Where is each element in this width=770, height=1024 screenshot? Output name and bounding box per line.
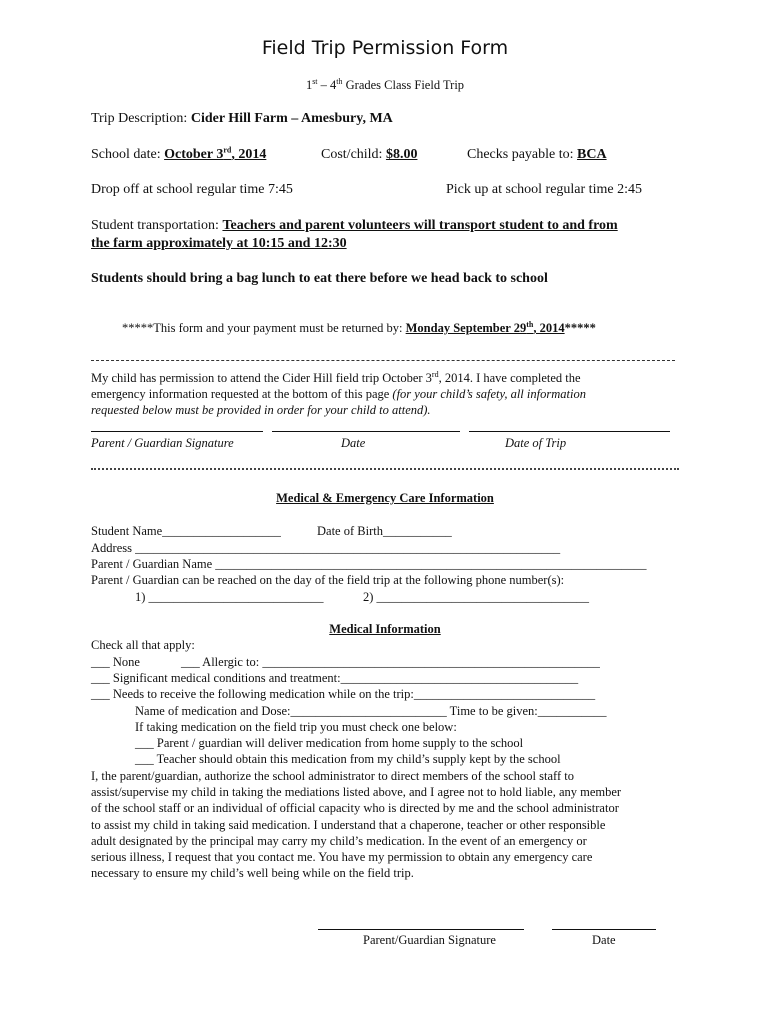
lunch-note: Students should bring a bag lunch to eat there before we head back to school xyxy=(91,271,548,286)
date-label: Date xyxy=(341,436,366,450)
dotted-divider xyxy=(91,468,679,470)
guardian-name-field[interactable]: Parent / Guardian Name _____________________________________________________________________ xyxy=(91,557,647,571)
check-conditions[interactable]: ___ Significant medical conditions and treatment:______________________________________ xyxy=(91,671,579,685)
authorization-line: serious illness, I request that you contact me. You have my permission to obtain any emergency care xyxy=(91,850,593,864)
authorization-line: necessary to ensure my child’s well being while on the field trip. xyxy=(91,866,414,880)
final-date-line[interactable] xyxy=(552,929,656,930)
final-signature-label: Parent/Guardian Signature xyxy=(363,933,496,947)
authorization-line: I, the parent/guardian, authorize the school administrator to direct members of the school staff to xyxy=(91,769,574,783)
medication-name-dose[interactable]: Name of medication and Dose:_________________________ Time to be given:___________ xyxy=(135,704,607,718)
phone-1-field[interactable]: 1) ____________________________ xyxy=(135,590,324,604)
subtitle: 1st – 4th Grades Class Field Trip xyxy=(305,76,465,92)
transportation-line2: the farm approximately at 10:15 and 12:30 xyxy=(91,236,347,251)
transportation: Student transportation: Teachers and parent volunteers will transport student to and from xyxy=(91,218,618,233)
phone-reach-label: Parent / Guardian can be reached on the day of the field trip at the following phone number(s): xyxy=(91,573,565,587)
date-of-trip-line[interactable] xyxy=(469,431,670,432)
page-title: Field Trip Permission Form xyxy=(261,37,509,59)
cost-per-child: Cost/child: $8.00 xyxy=(321,147,418,162)
checks-payable: Checks payable to: BCA xyxy=(467,147,607,162)
check-none[interactable]: ___ None xyxy=(91,655,140,669)
guardian-signature-line[interactable] xyxy=(91,431,263,432)
final-date-label: Date xyxy=(592,933,616,947)
student-name-field[interactable]: Student Name___________________ xyxy=(91,524,281,538)
authorization-line: assist/supervise my child in taking the mediations listed above, and I agree not to hold liable, any member xyxy=(91,785,622,799)
permission-line-3: requested below must be provided in order for your child to attend). xyxy=(91,403,431,417)
date-of-birth-field[interactable]: Date of Birth___________ xyxy=(317,524,452,538)
address-field[interactable]: Address ____________________________________________________________________ xyxy=(91,541,561,555)
pick-up-time: Pick up at school regular time 2:45 xyxy=(446,182,642,197)
check-teacher-obtain[interactable]: ___ Teacher should obtain this medication from my child’s supply kept by the school xyxy=(135,752,561,766)
authorization-line: adult designated by the principal may carry my child’s medication. In the event of an emergency or xyxy=(91,834,587,848)
authorization-line: of the school staff or an individual of official capacity who is directed by me and the school administrator xyxy=(91,801,619,815)
guardian-signature-label: Parent / Guardian Signature xyxy=(91,436,234,450)
phone-2-field[interactable]: 2) __________________________________ xyxy=(363,590,590,604)
check-parent-deliver[interactable]: ___ Parent / guardian will deliver medication from home supply to the school xyxy=(135,736,524,750)
check-needs-medication[interactable]: ___ Needs to receive the following medication while on the trip:_____________________________ xyxy=(91,687,596,701)
return-note: *****This form and your payment must be returned by: Monday September 29th, 2014***** xyxy=(122,319,596,335)
medical-emergency-heading: Medical & Emergency Care Information xyxy=(276,491,494,505)
date-of-trip-label: Date of Trip xyxy=(505,436,567,450)
drop-off-time: Drop off at school regular time 7:45 xyxy=(91,182,293,197)
if-taking-label: If taking medication on the field trip you must check one below: xyxy=(135,720,457,734)
medical-info-heading: Medical Information xyxy=(329,622,441,636)
date-line[interactable] xyxy=(272,431,460,432)
check-all-label: Check all that apply: xyxy=(91,638,195,652)
trip-description: Trip Description: Cider Hill Farm – Amesbury, MA xyxy=(91,111,393,126)
permission-line-2: emergency information requested at the bottom of this page (for your child’s safety, all information xyxy=(91,387,586,401)
authorization-line: to assist my child in taking said medication. I understand that a chaperone, teacher or other responsible xyxy=(91,818,606,832)
check-allergic[interactable]: ___ Allergic to: ______________________________________________________ xyxy=(181,655,600,669)
final-signature-line[interactable] xyxy=(318,929,524,930)
school-date: School date: October 3rd, 2014 xyxy=(91,145,267,162)
dashed-divider xyxy=(91,360,675,361)
permission-line-1: My child has permission to attend the Cider Hill field trip October 3rd, 2014. I have completed the xyxy=(91,369,581,385)
